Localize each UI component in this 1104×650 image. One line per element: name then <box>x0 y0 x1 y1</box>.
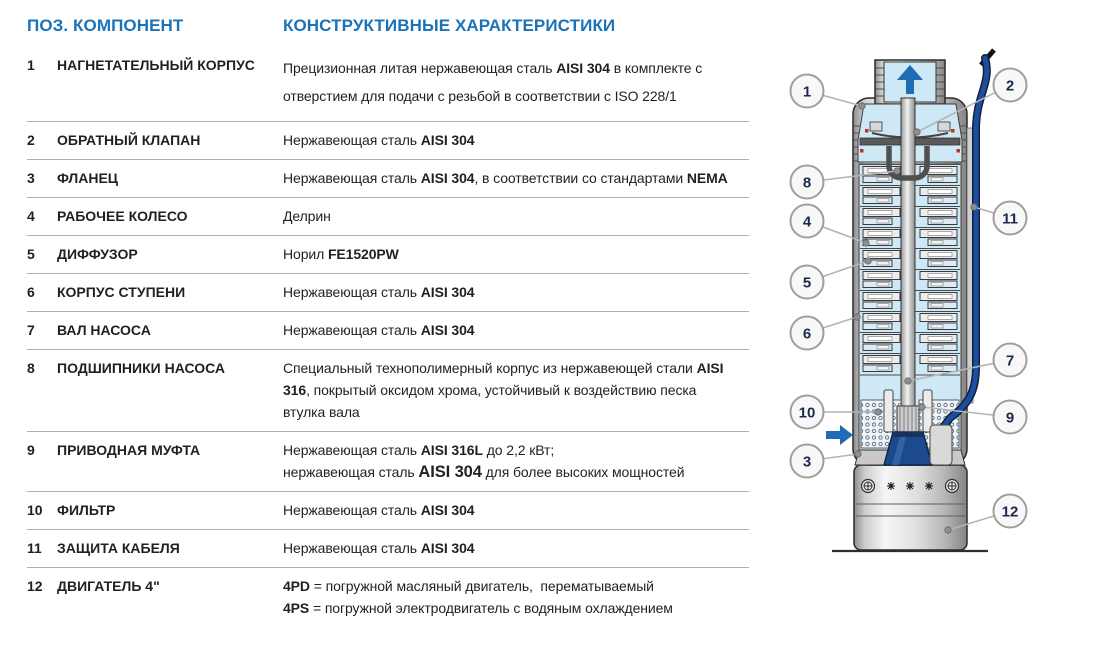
component-name: ПРИВОДНАЯ МУФТА <box>57 442 201 458</box>
svg-text:10: 10 <box>798 404 816 422</box>
svg-text:6: 6 <box>802 325 812 343</box>
characteristics-line: Делрин <box>283 208 331 224</box>
characteristics <box>283 537 749 559</box>
inlet-arrow-icon <box>826 425 853 445</box>
svg-text:5: 5 <box>802 274 812 292</box>
position-number: 1 <box>27 57 35 73</box>
table-row <box>27 49 749 122</box>
svg-text:9: 9 <box>1005 409 1015 427</box>
characteristics-line: Нержавеющая сталь AISI 316L до 2,2 кВт; <box>283 442 555 458</box>
callout-3 <box>791 445 862 478</box>
characteristics-line: Нержавеющая сталь AISI 304 <box>283 502 475 518</box>
table-header <box>27 16 749 36</box>
position-number: 9 <box>27 442 35 458</box>
characteristics-line: Нержавеющая сталь AISI 304, в соответствии со стандартами NEMA <box>283 170 728 186</box>
characteristics-line: 4PD = погружной масляный двигатель, перематываемый <box>283 578 654 594</box>
characteristics-line: 4PS = погружной электродвигатель с водяным охлаждением <box>283 600 673 616</box>
position-number: 8 <box>27 360 35 376</box>
component-name: НАГНЕТАТЕЛЬНЫЙ КОРПУС <box>57 57 255 73</box>
position-number: 6 <box>27 284 35 300</box>
svg-text:4: 4 <box>802 213 812 231</box>
characteristics <box>283 439 749 483</box>
pump-cross-section-diagram <box>780 38 1104 650</box>
position-number: 2 <box>27 132 35 148</box>
svg-text:12: 12 <box>1001 503 1019 521</box>
table-row <box>27 160 749 198</box>
svg-text:1: 1 <box>802 83 812 101</box>
characteristics <box>283 575 749 619</box>
svg-text:7: 7 <box>1005 352 1015 370</box>
table-header-characteristics: КОНСТРУКТИВНЫЕ ХАРАКТЕРИСТИКИ <box>283 16 616 35</box>
svg-text:8: 8 <box>802 174 812 192</box>
component-name: ОБРАТНЫЙ КЛАПАН <box>57 132 201 148</box>
component-name: РАБОЧЕЕ КОЛЕСО <box>57 208 188 224</box>
callout-1 <box>791 75 866 110</box>
table-row <box>27 432 749 492</box>
table-row <box>27 568 749 627</box>
characteristics-line: втулка вала <box>283 404 360 420</box>
cable-conduit <box>930 425 952 465</box>
component-name: ПОДШИПНИКИ НАСОСА <box>57 360 225 376</box>
position-number: 10 <box>27 502 43 518</box>
characteristics <box>283 319 749 341</box>
characteristics-line: Нержавеющая сталь AISI 304 <box>283 284 475 300</box>
component-name: ФИЛЬТР <box>57 502 116 518</box>
characteristics <box>283 243 749 265</box>
component-name: ДВИГАТЕЛЬ 4" <box>57 578 160 594</box>
svg-text:2: 2 <box>1005 77 1015 95</box>
svg-text:11: 11 <box>1002 210 1018 228</box>
characteristics <box>283 499 749 521</box>
position-number: 7 <box>27 322 35 338</box>
characteristics-line: 316, покрытый оксидом хрома, устойчивый к воздействию песка <box>283 382 697 398</box>
table-row <box>27 350 749 432</box>
components-table <box>27 16 749 627</box>
component-name: КОРПУС СТУПЕНИ <box>57 284 186 300</box>
table-row <box>27 492 749 530</box>
characteristics-line: Прецизионная литая нержавеющая сталь AISI 304 в комплекте с <box>283 60 703 76</box>
characteristics <box>283 281 749 303</box>
position-number: 3 <box>27 170 35 186</box>
characteristics <box>283 129 749 151</box>
position-number: 4 <box>27 208 35 224</box>
table-row <box>27 530 749 568</box>
characteristics-line: отверстием для подачи с резьбой в соответствии с ISO 228/1 <box>283 88 677 104</box>
table-row <box>27 198 749 236</box>
component-name: ФЛАНЕЦ <box>57 170 119 186</box>
table-row <box>27 274 749 312</box>
callout-6 <box>791 314 861 350</box>
characteristics <box>283 54 749 110</box>
position-number: 12 <box>27 578 43 594</box>
characteristics-line: Нержавеющая сталь AISI 304 <box>283 132 475 148</box>
characteristics-line: Нержавеющая сталь AISI 304 <box>283 540 475 556</box>
characteristics <box>283 205 749 227</box>
svg-text:3: 3 <box>802 453 812 471</box>
position-number: 11 <box>27 540 42 556</box>
discharge-head <box>875 60 945 104</box>
characteristics-line: Норил FE1520PW <box>283 246 399 262</box>
characteristics <box>283 357 749 423</box>
component-name: ЗАЩИТА КАБЕЛЯ <box>57 540 180 556</box>
table-row <box>27 122 749 160</box>
table-header-pos-component: ПОЗ. КОМПОНЕНТ <box>27 16 184 35</box>
characteristics-line: Нержавеющая сталь AISI 304 <box>283 322 475 338</box>
motor-body <box>854 465 967 550</box>
position-number: 5 <box>27 246 35 262</box>
characteristics-line: Специальный технополимерный корпус из нержавеющей стали AISI <box>283 360 724 376</box>
component-name: ВАЛ НАСОСА <box>57 322 151 338</box>
motor-vent-icon <box>887 482 933 490</box>
table-row <box>27 236 749 274</box>
table-row <box>27 312 749 350</box>
component-name: ДИФФУЗОР <box>57 246 138 262</box>
characteristics <box>283 167 749 189</box>
characteristics-line: нержавеющая сталь AISI 304 для более высоких мощностей <box>283 463 685 481</box>
component-rows <box>27 49 749 627</box>
